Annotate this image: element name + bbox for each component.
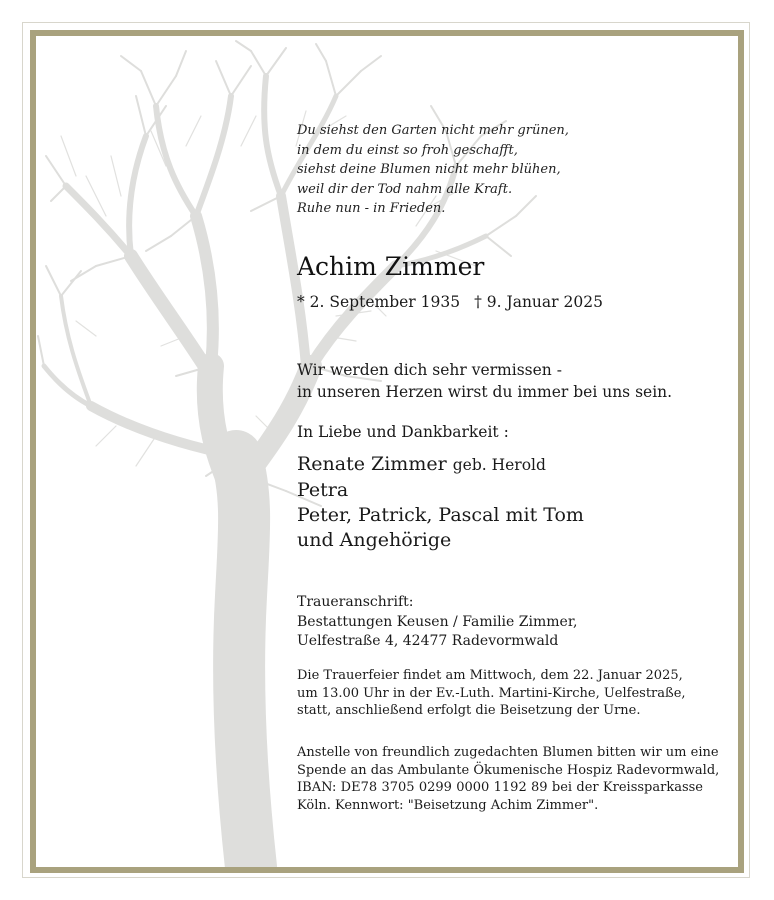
poem-line: Du siehst den Garten nicht mehr grünen, (297, 123, 569, 138)
ceremony-line: statt, anschließend erfolgt die Beisetzung der Urne. (297, 703, 641, 718)
life-dates (297, 293, 603, 311)
mourners-list (297, 452, 584, 553)
mourner-name: Renate Zimmer (297, 453, 447, 475)
mourners-intro: In Liebe und Dankbarkeit : (297, 423, 509, 441)
farewell-text (297, 359, 672, 403)
mourning-address (297, 593, 577, 652)
mourner-line: Peter, Patrick, Pascal mit Tom (297, 504, 584, 526)
poem-line: in dem du einst so froh geschafft, (297, 142, 518, 158)
address-line: Traueranschrift: (297, 594, 414, 610)
donation-line: Anstelle von freundlich zugedachten Blumen bitten wir um eine (297, 745, 719, 760)
donation-line: Köln. Kennwort: "Beisetzung Achim Zimmer". (297, 797, 599, 813)
poem-line: siehst deine Blumen nicht mehr blühen, (297, 162, 561, 177)
donation-info (297, 744, 720, 814)
address-line: Uelfestraße 4, 42477 Radevormwald (297, 633, 559, 649)
ceremony-info (297, 667, 686, 720)
ceremony-line: um 13.00 Uhr in der Ev.-Luth. Martini-Kirche, Uelfestraße, (297, 685, 686, 701)
maiden-name: geb. Herold (452, 456, 546, 474)
donation-line: Spende an das Ambulante Ökumenische Hospiz Radevormwald, (297, 762, 720, 778)
poem-line: Ruhe nun - in Frieden. (297, 201, 446, 216)
farewell-line: in unseren Herzen wirst du immer bei uns sein. (297, 383, 673, 401)
poem (297, 121, 569, 219)
mourner-line: und Angehörige (297, 529, 452, 551)
farewell-line: Wir werden dich sehr vermissen - (297, 361, 562, 379)
deceased-name: Achim Zimmer (297, 252, 485, 281)
mourner-line (297, 452, 584, 478)
birth-date: * 2. September 1935 (297, 293, 461, 311)
mourner-line: Petra (297, 479, 349, 501)
death-date: † 9. Januar 2025 (474, 293, 603, 311)
ceremony-line: Die Trauerfeier findet am Mittwoch, dem 22. Januar 2025, (297, 668, 683, 683)
address-line: Bestattungen Keusen / Familie Zimmer, (297, 613, 578, 630)
donation-line: IBAN: DE78 3705 0299 0000 1192 89 bei der Kreissparkasse (297, 780, 703, 795)
poem-line: weil dir der Tod nahm alle Kraft. (297, 181, 513, 197)
